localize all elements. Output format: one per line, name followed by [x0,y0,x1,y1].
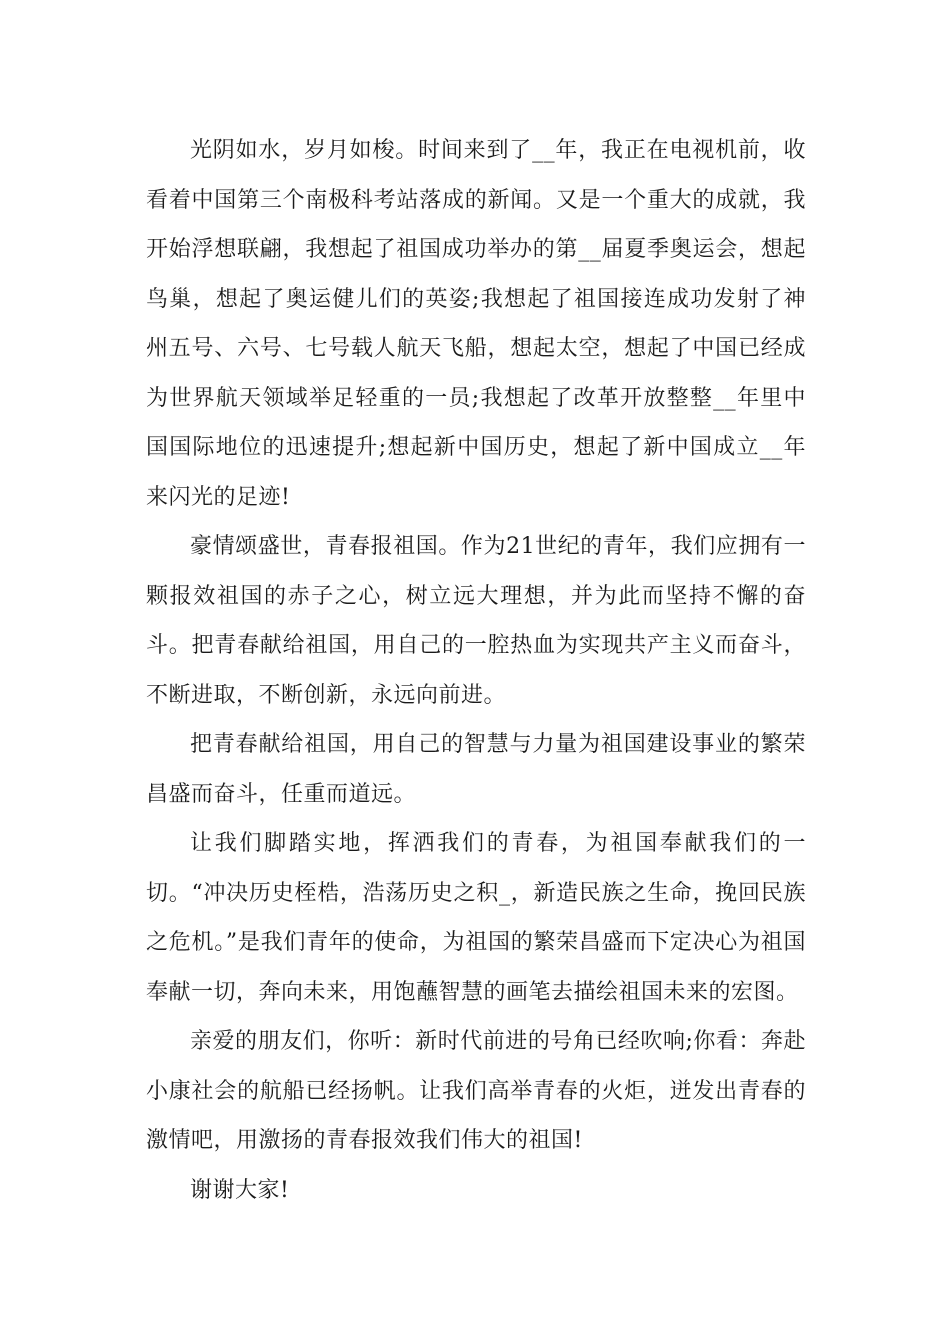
paragraph-5: 亲爱的朋友们，你听：新时代前进的号角已经吹响;你看：奔赴小康社会的航船已经扬帆。让我们高举青春的火炬，迸发出青春的激情吧，用激扬的青春报效我们伟大的祖国! [146,1029,806,1153]
paragraph-4: 让我们脚踏实地，挥洒我们的青春，为祖国奉献我们的一切。“冲决历史桎梏，浩荡历史之积_，新造民族之生命，挽回民族之危机。”是我们青年的使命，为祖国的繁荣昌盛而下定决心为祖国奉献一切，奔向未来，用饱蘸智慧的画笔去描绘祖国未来的宏图。 [146,831,806,1005]
document-body [146,126,806,1215]
paragraph-1: 光阴如水，岁月如梭。时间来到了__年，我正在电视机前，收看着中国第三个南极科考站落成的新闻。又是一个重大的成就，我开始浮想联翩，我想起了祖国成功举办的第__届夏季奥运会，想起鸟巢，想起了奥运健儿们的英姿;我想起了祖国接连成功发射了神州五号、六号、七号载人航天飞船，想起太空，想起了中国已经成为世界航天领域举足轻重的一员;我想起了改革开放整整__年里中国国际地位的迅速提升;想起新中国历史，想起了新中国成立__年来闪光的足迹! [146,138,806,510]
paragraph-6: 谢谢大家! [190,1177,290,1203]
paragraph-3: 把青春献给祖国，用自己的智慧与力量为祖国建设事业的繁荣昌盛而奋斗，任重而道远。 [146,732,806,807]
paragraph-2: 豪情颂盛世，青春报祖国。作为21世纪的青年，我们应拥有一颗报效祖国的赤子之心，树立远大理想，并为此而坚持不懈的奋斗。把青春献给祖国，用自己的一腔热血为实现共产主义而奋斗，不断进取，不断创新，永远向前进。 [146,534,806,708]
